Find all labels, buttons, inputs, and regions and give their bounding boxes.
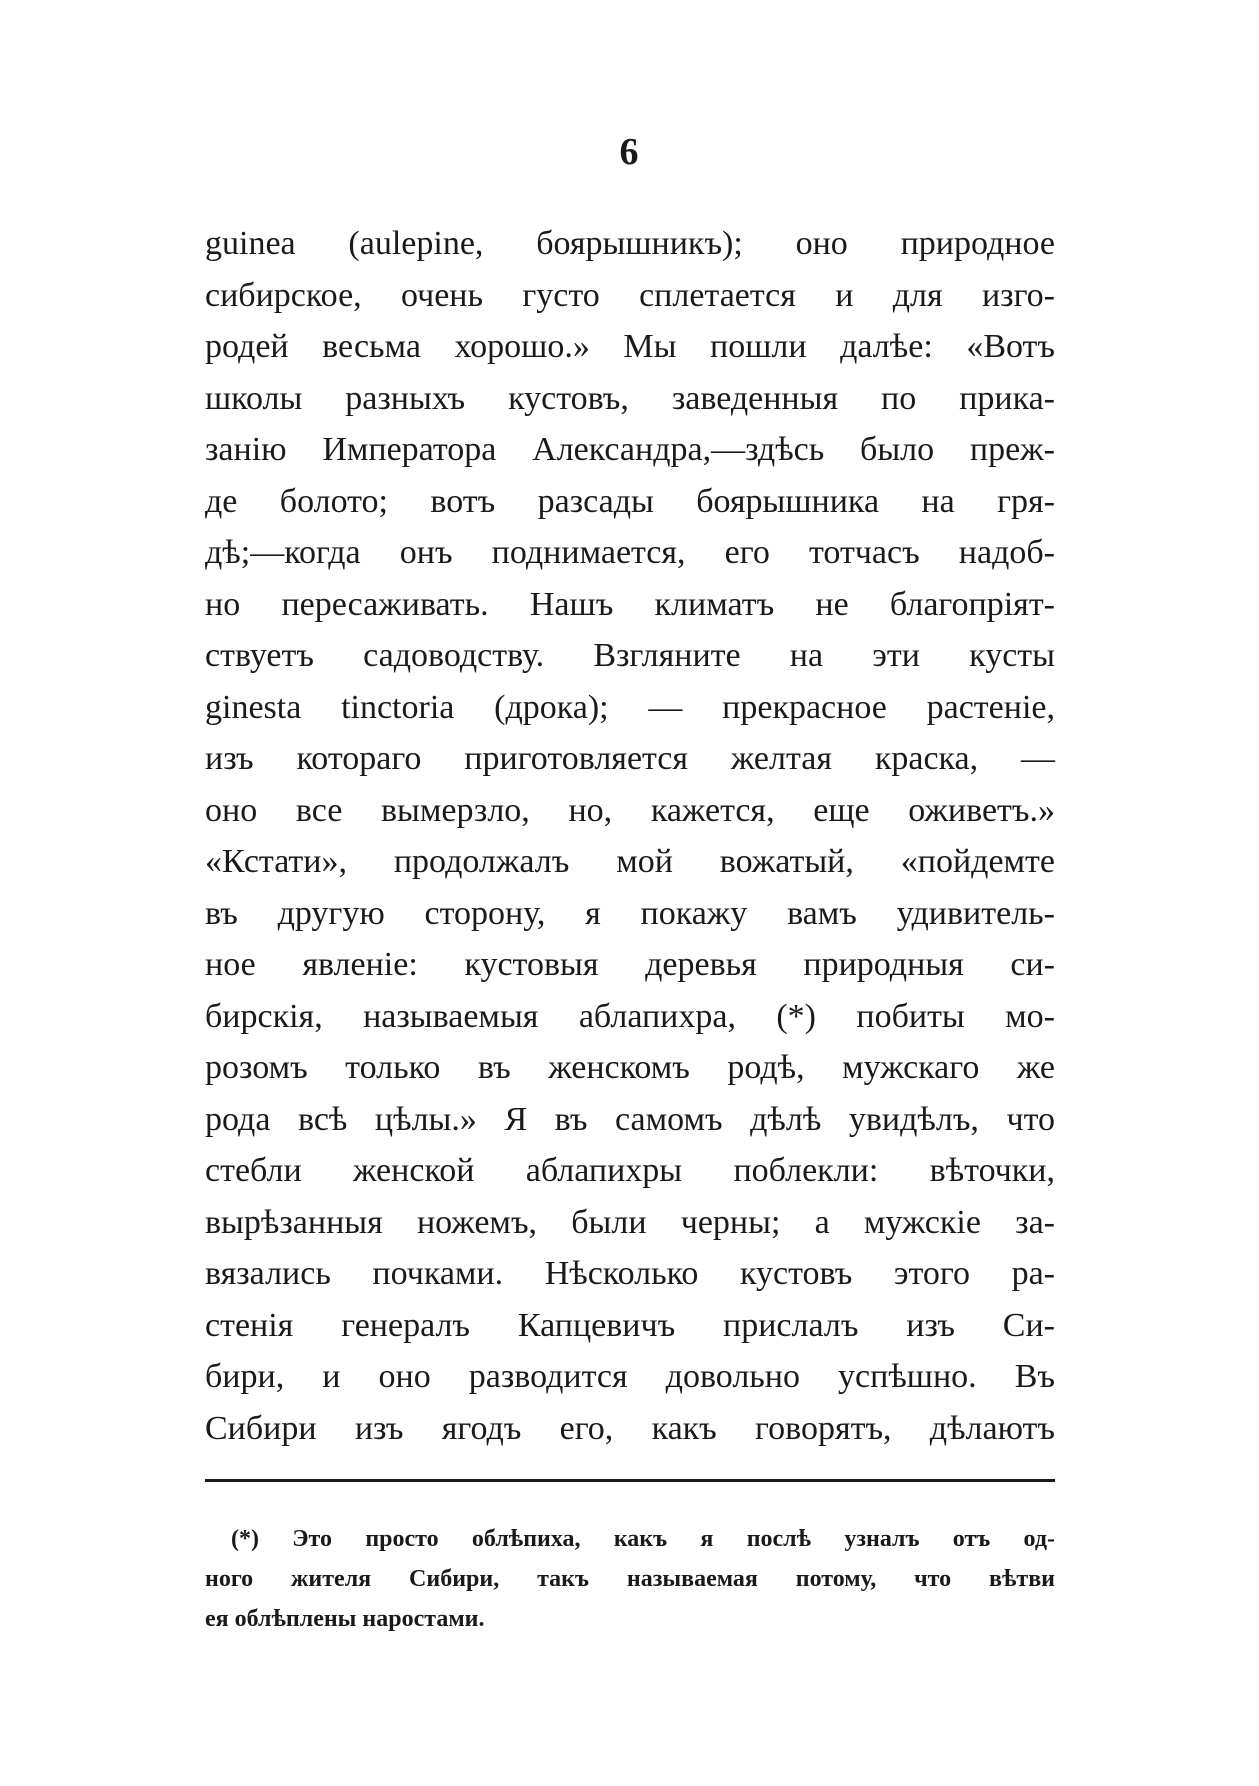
text-line: бири, и оно разводится довольно успѣшно. Въ <box>205 1358 1055 1395</box>
text-line: стенiя генералъ Капцевичъ прислалъ изъ Си- <box>205 1306 1055 1344</box>
page-number: 6 <box>619 131 640 173</box>
text-line: «Кстати», продолжалъ мой вожатый, «пойдемте <box>205 843 1055 880</box>
text-line: изъ котораго приготовляется желтая краска, — <box>205 740 1055 777</box>
text-line: сибирское, очень густо сплетается и для изго- <box>205 276 1055 314</box>
footnote-line: (*) Это просто облѣпиха, какъ я послѣ узналъ отъ од- <box>231 1526 1055 1552</box>
text-line: ное явленiе: кустовыя деревья природныя си- <box>205 946 1055 983</box>
text-line: но пересаживать. Нашъ климатъ не благопрiят- <box>205 585 1055 623</box>
footnote-line: ея облѣплены наростами. <box>205 1606 485 1632</box>
text-line: родей весьма хорошо.» Мы пошли далѣе: «Вотъ <box>205 328 1055 365</box>
text-line: Сибири изъ ягодъ его, какъ говорятъ, дѣлаютъ <box>205 1409 1055 1447</box>
footnote-line: ного жителя Сибири, такъ называемая потому, что вѣтви <box>205 1566 1055 1592</box>
text-line: школы разныхъ кустовъ, заведенныя по прика- <box>205 379 1055 417</box>
text-line: ствуетъ садоводству. Взгляните на эти кусты <box>205 637 1055 674</box>
footnote-divider <box>205 1479 1055 1482</box>
text-line: ginesta tinctoria (дрока); — прекрасное растенiе, <box>205 688 1055 726</box>
text-line: рода всѣ цѣлы.» Я въ самомъ дѣлѣ увидѣлъ, что <box>205 1100 1055 1138</box>
text-line: де болото; вотъ разсады боярышника на гря- <box>205 482 1055 520</box>
text-line: розомъ только въ женскомъ родѣ, мужскаго же <box>205 1049 1055 1086</box>
text-line: въ другую сторону, я покажу вамъ удивитель- <box>205 894 1055 932</box>
text-line: занiю Императора Александра,—здѣсь было преж- <box>205 431 1055 468</box>
text-line: вырѣзанныя ножемъ, были черны; а мужскiе за- <box>205 1203 1055 1241</box>
text-line: бирскiя, называемыя аблапихра, (*) побиты мо- <box>205 997 1055 1035</box>
text-line: стебли женской аблапихры поблекли: вѣточки, <box>205 1152 1055 1189</box>
text-line: оно все вымерзло, но, кажется, еще оживетъ.» <box>205 791 1055 829</box>
text-line: вязались почками. Нѣсколько кустовъ этого ра- <box>205 1255 1055 1292</box>
footnote <box>205 1519 1055 1639</box>
text-line: дѣ;—когда онъ поднимается, его тотчасъ надоб- <box>205 534 1055 571</box>
main-text <box>205 218 1055 1454</box>
text-line: guinea (aulepine, боярышникъ); оно природное <box>205 225 1055 262</box>
